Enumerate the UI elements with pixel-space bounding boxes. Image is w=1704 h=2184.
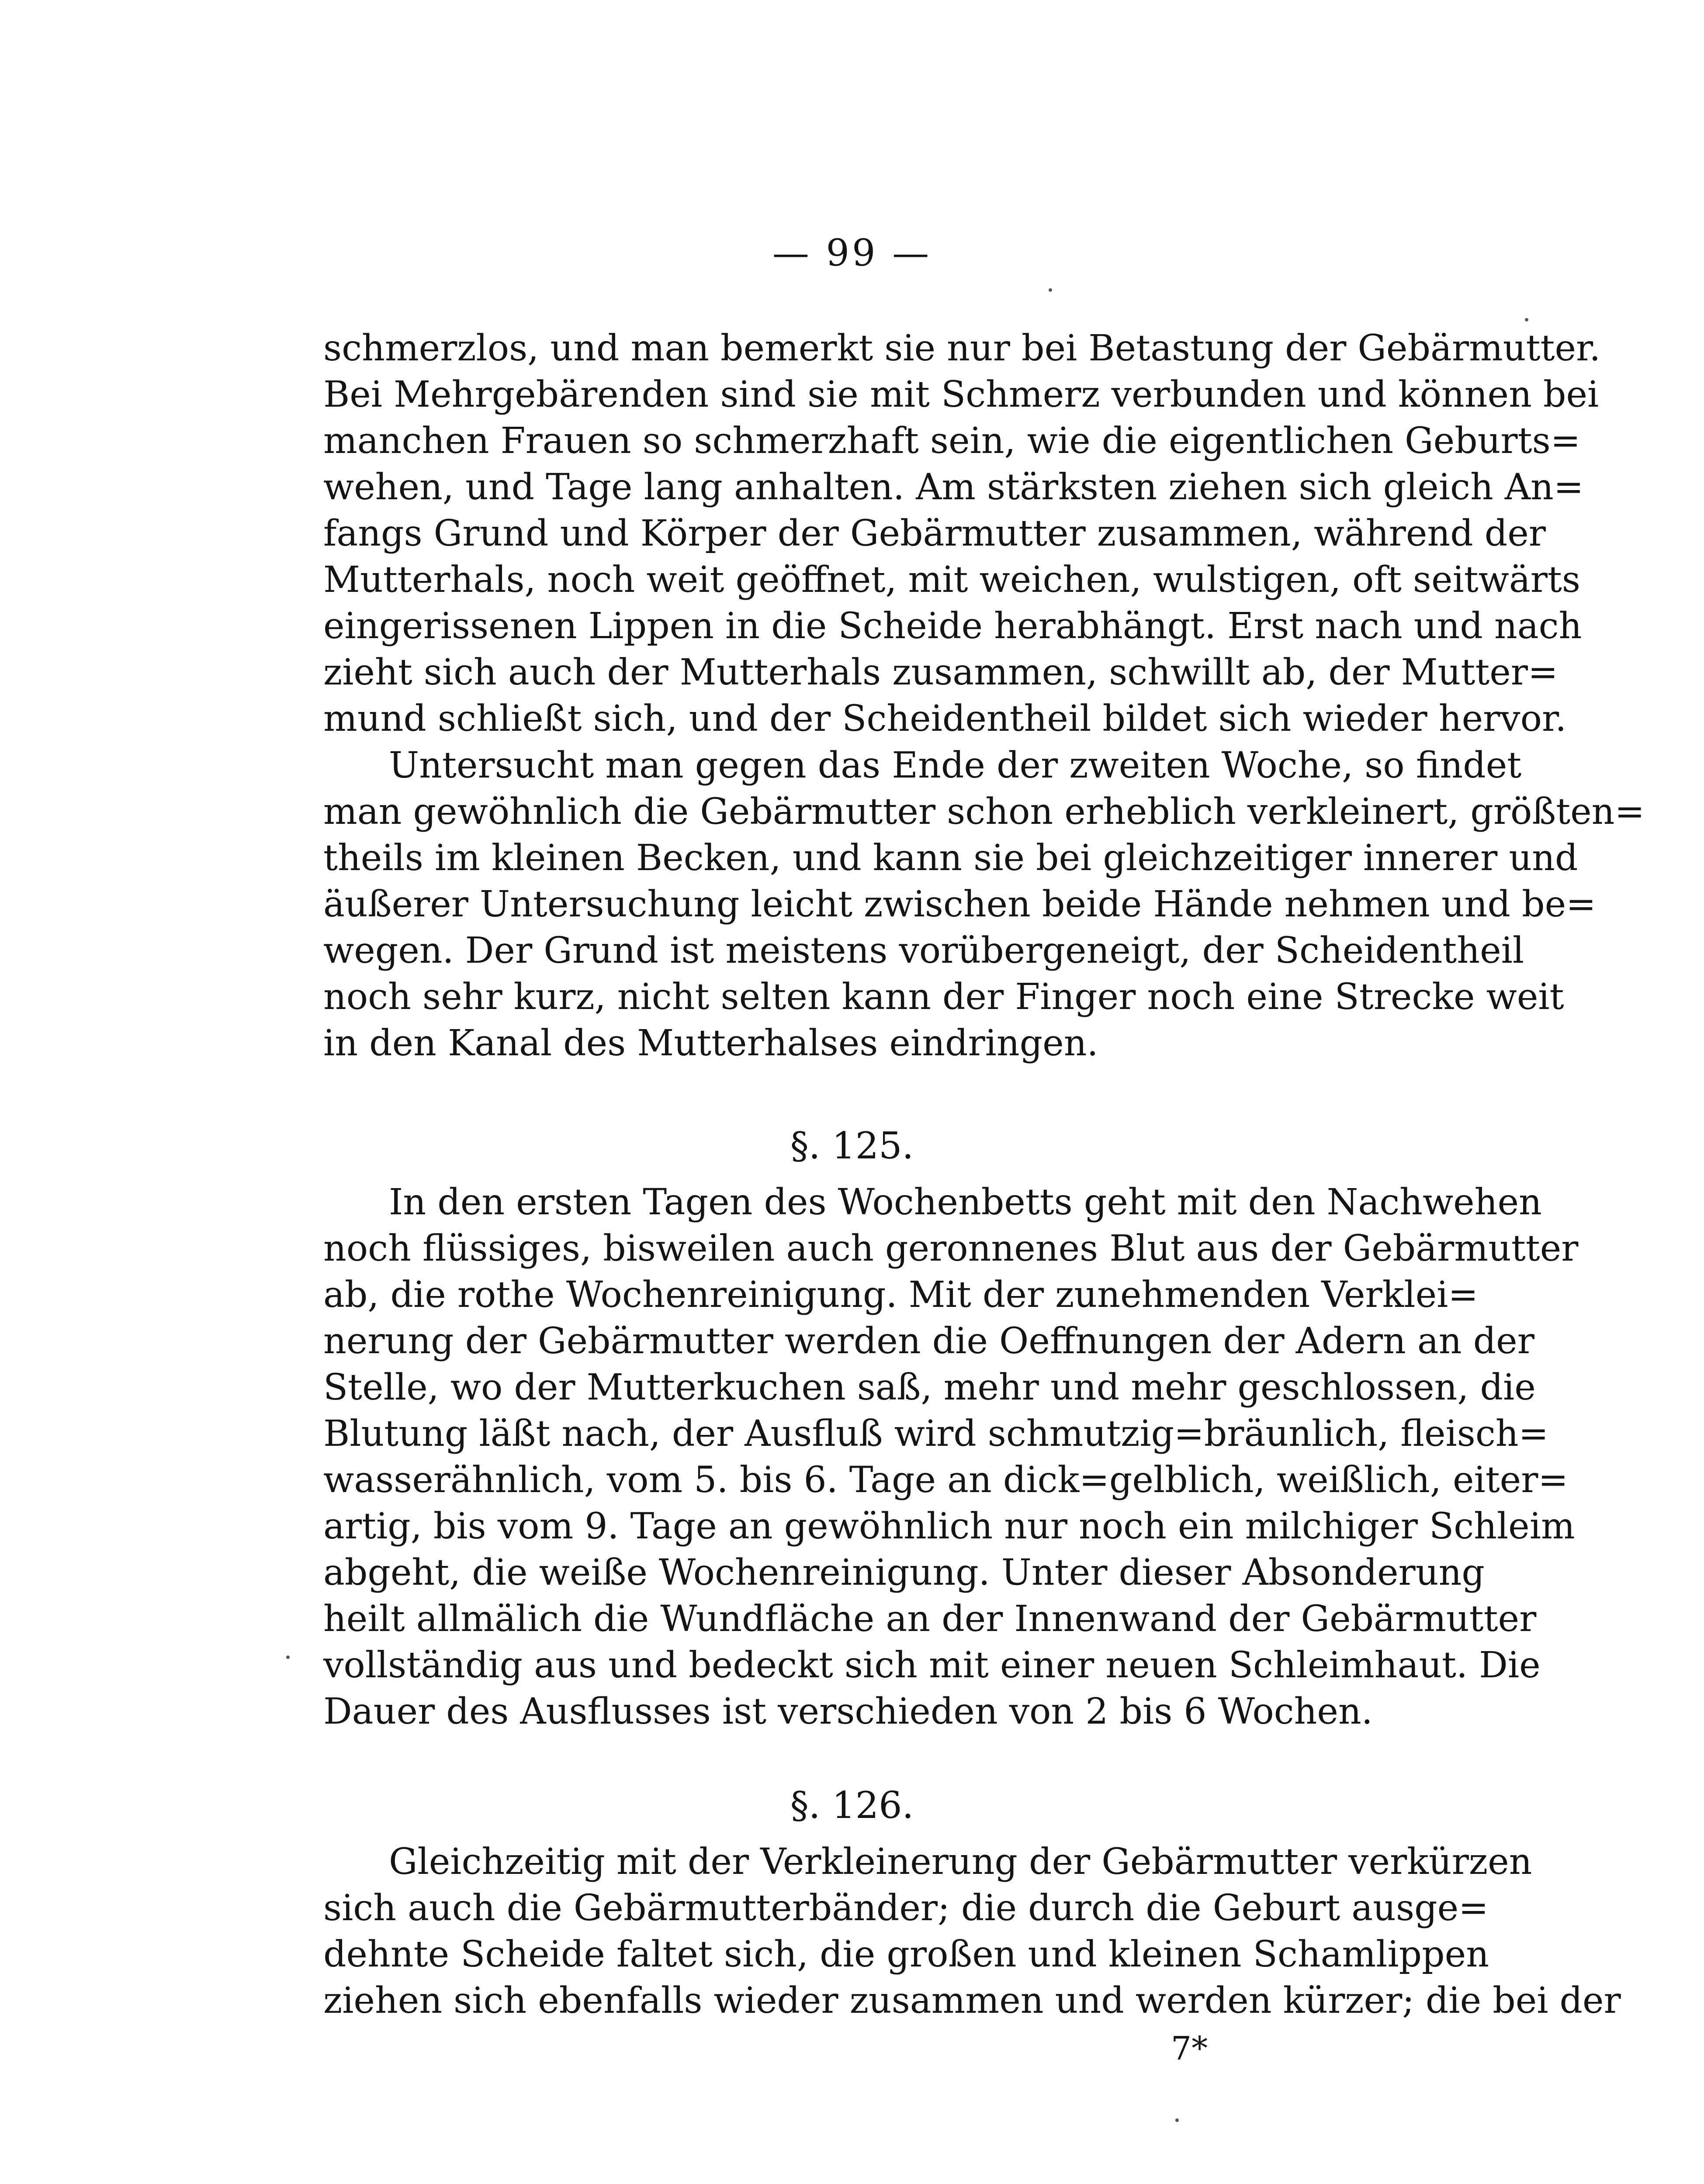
text-line: mund schließt sich, und der Scheidentheil bildet sich wieder hervor. xyxy=(323,698,1567,740)
text-line: Bei Mehrgebärenden sind sie mit Schmerz verbunden und können bei xyxy=(323,374,1599,415)
section-126-body xyxy=(323,1839,1621,2024)
text-line: eingerissenen Lippen in die Scheide herabhängt. Erst nach und nach xyxy=(323,605,1582,647)
signature-mark: 7* xyxy=(1171,2030,1208,2067)
text-line: Blutung läßt nach, der Ausfluß wird schmutzig=bräunlich, fleisch= xyxy=(323,1413,1549,1455)
section-125-body xyxy=(323,1179,1579,1735)
page-number: — 99 — xyxy=(772,232,932,274)
text-line: Mutterhals, noch weit geöffnet, mit weichen, wulstigen, oft seitwärts xyxy=(323,559,1580,601)
section-heading-126: §. 126. xyxy=(790,1784,914,1827)
text-line: manchen Frauen so schmerzhaft sein, wie die eigentlichen Geburts= xyxy=(323,420,1581,462)
text-line: noch sehr kurz, nicht selten kann der Finger noch eine Strecke weit xyxy=(323,976,1564,1018)
text-line: heilt allmälich die Wundfläche an der Innenwand der Gebärmutter xyxy=(323,1598,1537,1640)
text-line: sich auch die Gebärmutterbänder; die durch die Geburt ausge= xyxy=(323,1887,1489,1929)
text-line: theils im kleinen Becken, und kann sie bei gleichzeitiger innerer und xyxy=(323,837,1578,879)
section-heading-125: §. 125. xyxy=(790,1124,914,1167)
text-line: wegen. Der Grund ist meistens vorübergeneigt, der Scheidentheil xyxy=(323,930,1524,971)
paper-speck xyxy=(1175,2118,1179,2122)
text-line: ziehen sich ebenfalls wieder zusammen und werden kürzer; die bei der xyxy=(323,1980,1621,2022)
paragraph-examination xyxy=(323,743,1645,1067)
text-line: dehnte Scheide faltet sich, die großen und kleinen Schamlippen xyxy=(323,1934,1489,1975)
text-line: In den ersten Tagen des Wochenbetts geht mit den Nachwehen xyxy=(389,1182,1542,1223)
text-line: schmerzlos, und man bemerkt sie nur bei Betastung der Gebärmutter. xyxy=(323,328,1601,369)
text-line: zieht sich auch der Mutterhals zusammen, schwillt ab, der Mutter= xyxy=(323,652,1558,693)
text-line: vollständig aus und bedeckt sich mit einer neuen Schleimhaut. Die xyxy=(323,1645,1541,1686)
text-line: man gewöhnlich die Gebärmutter schon erheblich verkleinert, größten= xyxy=(323,791,1645,833)
text-line: Dauer des Ausflusses ist verschieden von 2 bis 6 Wochen. xyxy=(323,1691,1373,1732)
paper-speck xyxy=(286,1655,290,1659)
text-line: abgeht, die weiße Wochenreinigung. Unter dieser Absonderung xyxy=(323,1552,1485,1593)
text-line: noch flüssiges, bisweilen auch geronnenes Blut aus der Gebärmutter xyxy=(323,1228,1579,1269)
text-line: Stelle, wo der Mutterkuchen saß, mehr und mehr geschlossen, die xyxy=(323,1367,1536,1408)
paper-speck xyxy=(1525,318,1528,321)
text-line: artig, bis vom 9. Tage an gewöhnlich nur noch ein milchiger Schleim xyxy=(323,1506,1575,1547)
paragraph-continuation xyxy=(323,325,1601,742)
text-line: ab, die rothe Wochenreinigung. Mit der zunehmenden Verklei= xyxy=(323,1274,1479,1316)
text-line: in den Kanal des Mutterhalses eindringen. xyxy=(323,1023,1098,1064)
text-line: nerung der Gebärmutter werden die Oeffnungen der Adern an der xyxy=(323,1320,1534,1362)
text-line: äußerer Untersuchung leicht zwischen beide Hände nehmen und be= xyxy=(323,884,1596,925)
text-line: fangs Grund und Körper der Gebärmutter zusammen, während der xyxy=(323,513,1546,554)
text-line: Gleichzeitig mit der Verkleinerung der Gebärmutter verkürzen xyxy=(389,1841,1532,1883)
paper-speck xyxy=(1049,288,1052,292)
text-line: wehen, und Tage lang anhalten. Am stärksten ziehen sich gleich An= xyxy=(323,467,1584,508)
text-line: Untersucht man gegen das Ende der zweiten Woche, so findet xyxy=(389,745,1522,786)
text-line: wasserähnlich, vom 5. bis 6. Tage an dick=gelblich, weißlich, eiter= xyxy=(323,1459,1569,1501)
